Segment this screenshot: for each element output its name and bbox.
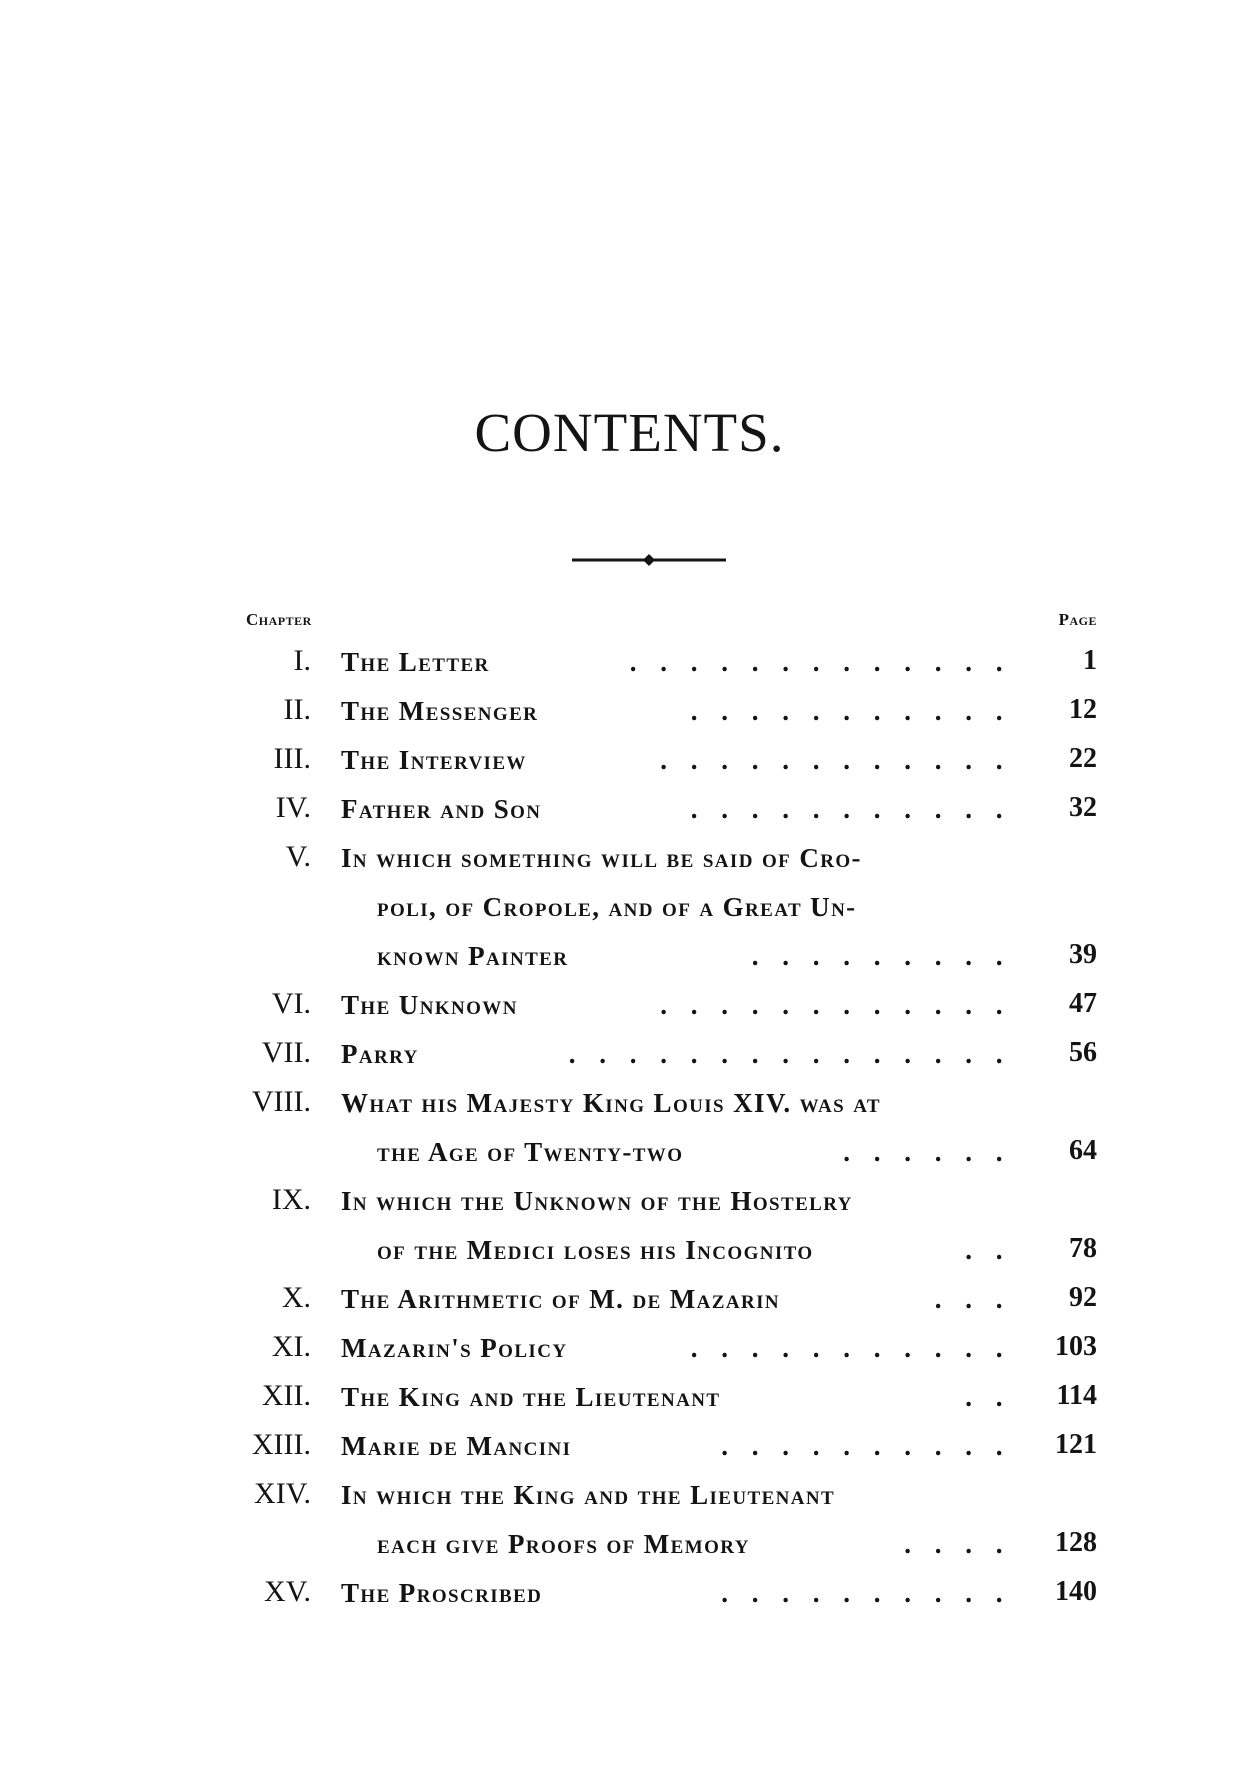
leader-dots: . . xyxy=(965,1382,1011,1412)
chapter-title: Marie de Mancini xyxy=(341,1431,572,1461)
chapter-number: XI. xyxy=(271,1330,311,1363)
leader-dots: . . . . . . . . . . . xyxy=(690,1333,1011,1363)
leader-dots: . . . . . . . . . . . . . . . xyxy=(568,1039,1011,1069)
page-number: 92 xyxy=(1069,1282,1097,1313)
page-number: 47 xyxy=(1069,988,1097,1019)
chapter-number: X. xyxy=(281,1281,311,1314)
chapter-number: VII. xyxy=(261,1036,311,1069)
chapter-number: III. xyxy=(273,742,311,775)
toc-entry xyxy=(0,738,1259,787)
leader-dots: . . xyxy=(965,1235,1011,1265)
leader-dots: . . . . . . . . . . . xyxy=(690,794,1011,824)
toc-entry xyxy=(0,1277,1259,1326)
chapter-title: Father and Son xyxy=(341,794,542,824)
chapter-title: In which something will be said of Cro- xyxy=(341,843,862,873)
toc-entry xyxy=(0,1326,1259,1375)
page-column-label: Page xyxy=(1058,610,1097,629)
chapter-title: The Interview xyxy=(341,745,527,775)
toc-entry xyxy=(0,640,1259,689)
ornament-rule-icon xyxy=(570,553,728,567)
leader-dots: . . . . . . . . . . . . xyxy=(660,990,1011,1020)
chapter-number: V. xyxy=(285,840,311,873)
chapter-title: the Age of Twenty-two xyxy=(377,1137,684,1167)
page-number: 78 xyxy=(1069,1233,1097,1264)
page-number: 22 xyxy=(1069,743,1097,774)
toc-entry-continuation xyxy=(0,885,1259,934)
toc-entry-continuation xyxy=(0,1228,1259,1277)
chapter-number: VI. xyxy=(271,987,311,1020)
chapter-title: What his Majesty King Louis XIV. was at xyxy=(341,1088,881,1118)
chapter-number: IX. xyxy=(271,1183,311,1216)
page-number: 121 xyxy=(1055,1429,1097,1460)
toc-entry xyxy=(0,983,1259,1032)
chapter-number: II. xyxy=(283,693,311,726)
page-number: 39 xyxy=(1069,939,1097,970)
chapter-title: The King and the Lieutenant xyxy=(341,1382,721,1412)
chapter-number: XV. xyxy=(264,1575,311,1608)
chapter-number: IV. xyxy=(275,791,311,824)
leader-dots: . . . . . . . . . . . xyxy=(690,696,1011,726)
chapter-number: VIII. xyxy=(251,1085,311,1118)
toc-entry xyxy=(0,689,1259,738)
leader-dots: . . . . . . . . . . xyxy=(721,1578,1011,1608)
chapter-title: known Painter xyxy=(377,941,569,971)
page-number: 64 xyxy=(1069,1135,1097,1166)
chapter-title: Mazarin's Policy xyxy=(341,1333,568,1363)
toc-entry xyxy=(0,1473,1259,1522)
chapter-title: of the Medici loses his Incognito xyxy=(377,1235,814,1265)
chapter-title: Parry xyxy=(341,1039,419,1069)
page-number: 32 xyxy=(1069,792,1097,823)
toc-entry-continuation xyxy=(0,1522,1259,1571)
leader-dots: . . . xyxy=(934,1284,1011,1314)
page-number: 114 xyxy=(1056,1380,1097,1411)
toc-entry xyxy=(0,1571,1259,1620)
toc-entry-continuation xyxy=(0,934,1259,983)
page-number: 56 xyxy=(1069,1037,1097,1068)
chapter-title: The Proscribed xyxy=(341,1578,543,1608)
page-number: 140 xyxy=(1055,1576,1097,1607)
chapter-title: The Messenger xyxy=(341,696,539,726)
chapter-title: In which the King and the Lieutenant xyxy=(341,1480,836,1510)
toc-entry xyxy=(0,787,1259,836)
page-number: 12 xyxy=(1069,694,1097,725)
leader-dots: . . . . . . . . . xyxy=(751,941,1011,971)
toc-entry-continuation xyxy=(0,1130,1259,1179)
chapter-title: The Unknown xyxy=(341,990,518,1020)
toc-entry xyxy=(0,1424,1259,1473)
chapter-title: each give Proofs of Memory xyxy=(377,1529,750,1559)
chapter-number: XIV. xyxy=(254,1477,311,1510)
chapter-number: XII. xyxy=(261,1379,311,1412)
chapter-number: XIII. xyxy=(251,1428,311,1461)
chapter-column-label: Chapter xyxy=(246,610,312,629)
page-number: 1 xyxy=(1083,645,1097,676)
leader-dots: . . . . . . xyxy=(843,1137,1011,1167)
leader-dots: . . . . . . . . . . xyxy=(721,1431,1011,1461)
leader-dots: . . . . . . . . . . . . . xyxy=(629,647,1011,677)
page-title: CONTENTS. xyxy=(474,402,785,463)
toc-entry xyxy=(0,1375,1259,1424)
chapter-title: The Arithmetic of M. de Mazarin xyxy=(341,1284,781,1314)
chapter-number: I. xyxy=(293,644,311,677)
toc-entry xyxy=(0,1179,1259,1228)
page-number: 103 xyxy=(1055,1331,1097,1362)
toc-entry xyxy=(0,1032,1259,1081)
chapter-title: poli, of Cropole, and of a Great Un- xyxy=(377,892,857,922)
toc-entry xyxy=(0,836,1259,885)
page-number: 128 xyxy=(1055,1527,1097,1558)
chapter-title: The Letter xyxy=(341,647,490,677)
chapter-title: In which the Unknown of the Hostelry xyxy=(341,1186,853,1216)
leader-dots: . . . . . . . . . . . . xyxy=(660,745,1011,775)
toc-entry xyxy=(0,1081,1259,1130)
leader-dots: . . . . xyxy=(904,1529,1011,1559)
